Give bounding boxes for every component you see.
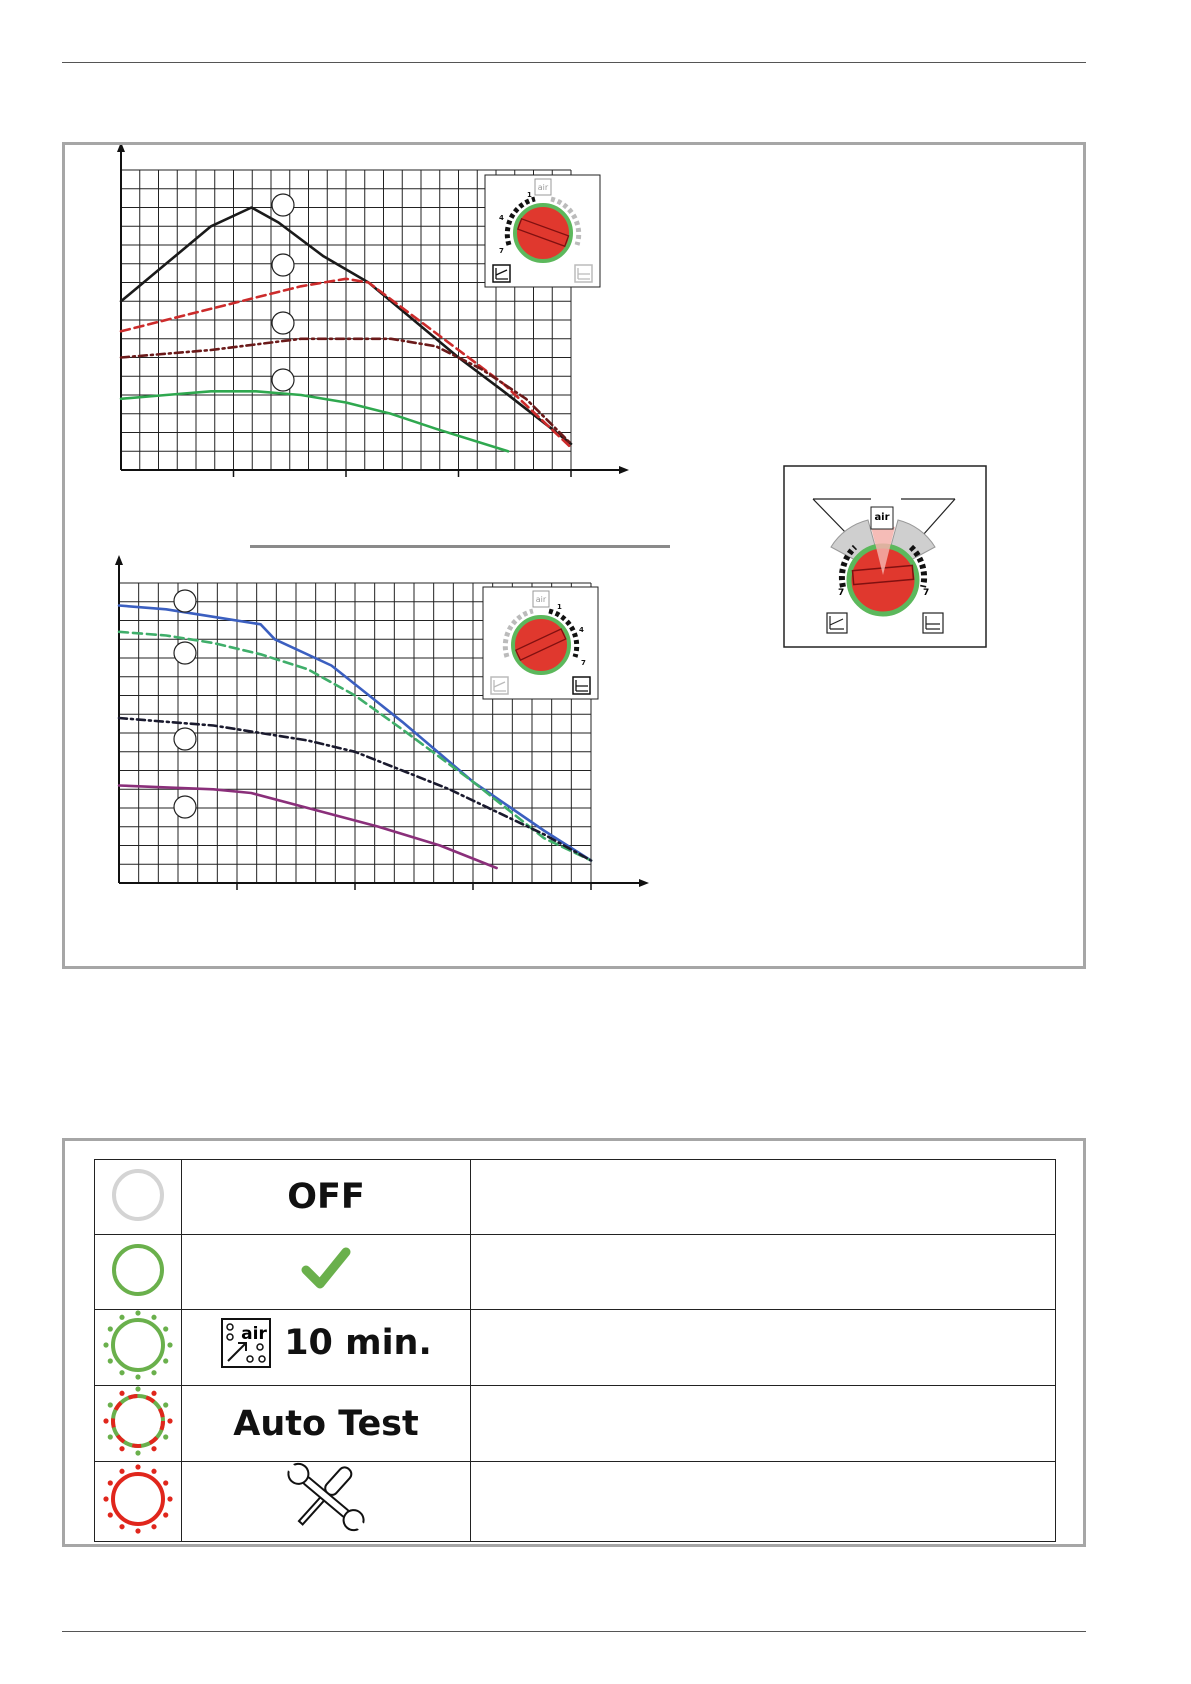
setting-marker-4 bbox=[174, 796, 196, 818]
setting-marker-2 bbox=[272, 254, 294, 276]
header-rule bbox=[62, 62, 1086, 63]
blink-dot bbox=[135, 1310, 140, 1315]
description-cell bbox=[471, 1462, 1056, 1542]
air-venting-icon bbox=[220, 1317, 272, 1369]
blink-dot bbox=[108, 1402, 113, 1407]
blink-dot bbox=[108, 1326, 113, 1331]
dial-air-text: air bbox=[535, 595, 547, 604]
series-low-line bbox=[121, 391, 508, 451]
mode-dial-inset bbox=[485, 175, 600, 287]
setting-dial-diagram bbox=[783, 465, 988, 650]
blink-dot bbox=[151, 1391, 156, 1396]
blink-dot bbox=[108, 1358, 113, 1363]
checkmark-icon bbox=[300, 1242, 352, 1294]
blink-dot bbox=[119, 1370, 124, 1375]
chart-proportional-pressure bbox=[65, 145, 765, 545]
ring-cell bbox=[95, 1235, 182, 1310]
setting-marker-2 bbox=[174, 642, 196, 664]
dial-label-7-left: 7 bbox=[838, 588, 845, 598]
tools-icon bbox=[276, 1462, 376, 1532]
description-cell bbox=[471, 1235, 1056, 1310]
mode-dial-inset bbox=[483, 587, 598, 699]
setting-marker-3 bbox=[174, 728, 196, 750]
legend-row bbox=[95, 1160, 1056, 1235]
blink-dot bbox=[151, 1315, 156, 1320]
dial-tick-1: 1 bbox=[557, 603, 562, 611]
description-cell bbox=[471, 1310, 1056, 1386]
blink-dot bbox=[151, 1469, 156, 1474]
blink-dot bbox=[135, 1450, 140, 1455]
blink-dot bbox=[103, 1418, 108, 1423]
y-axis-arrow bbox=[115, 555, 123, 565]
setting-marker-3 bbox=[272, 312, 294, 334]
setting-marker-1 bbox=[272, 194, 294, 216]
description-cell bbox=[471, 1386, 1056, 1462]
blink-dot bbox=[119, 1315, 124, 1320]
ring-cell bbox=[95, 1386, 182, 1462]
status-ok-cell bbox=[182, 1235, 471, 1310]
x-axis-arrow bbox=[639, 879, 649, 887]
y-axis-arrow bbox=[117, 145, 125, 152]
blink-dot bbox=[163, 1434, 168, 1439]
ring-green-blink-icon bbox=[103, 1310, 173, 1380]
setting-marker-4 bbox=[272, 369, 294, 391]
blink-dot bbox=[167, 1418, 172, 1423]
blink-dot bbox=[119, 1446, 124, 1451]
ring-red-green-blink-icon bbox=[103, 1386, 173, 1456]
ring-cell bbox=[95, 1160, 182, 1235]
dial-tick-4: 4 bbox=[579, 626, 584, 634]
ring-gray-icon bbox=[108, 1165, 168, 1225]
legend-row bbox=[95, 1386, 1056, 1462]
ring-red-blink-icon bbox=[103, 1464, 173, 1534]
legend-row bbox=[95, 1235, 1056, 1310]
dial-label-7-right: 7 bbox=[923, 588, 930, 598]
blink-dot bbox=[151, 1370, 156, 1375]
blink-dot bbox=[167, 1496, 172, 1501]
proportional-mode-icon bbox=[827, 613, 847, 633]
legend-row bbox=[95, 1462, 1056, 1542]
status-venting-cell bbox=[182, 1310, 471, 1386]
blink-dot bbox=[167, 1342, 172, 1347]
status-legend-table bbox=[94, 1159, 1056, 1542]
ring-green-icon bbox=[108, 1240, 168, 1300]
chart-separator bbox=[250, 545, 670, 548]
legend-row bbox=[95, 1310, 1056, 1386]
dial-tick-4: 4 bbox=[499, 214, 504, 222]
blink-dot bbox=[151, 1524, 156, 1529]
air-icon-label: air bbox=[241, 1324, 268, 1344]
constant-mode-icon bbox=[923, 613, 943, 633]
blink-dot bbox=[151, 1446, 156, 1451]
status-label-venting: 10 min. bbox=[284, 1323, 432, 1363]
blink-dot bbox=[119, 1469, 124, 1474]
blink-dot bbox=[163, 1480, 168, 1485]
blink-dot bbox=[135, 1374, 140, 1379]
dial-tick-7: 7 bbox=[499, 247, 504, 255]
description-cell bbox=[471, 1160, 1056, 1235]
dial-tick-1: 1 bbox=[527, 191, 532, 199]
figure-frame bbox=[62, 142, 1086, 969]
blink-dot bbox=[103, 1342, 108, 1347]
ring-cell bbox=[95, 1462, 182, 1542]
blink-dot bbox=[103, 1496, 108, 1501]
blink-dot bbox=[163, 1358, 168, 1363]
blink-dot bbox=[108, 1480, 113, 1485]
blink-dot bbox=[119, 1391, 124, 1396]
dial-tick-7: 7 bbox=[581, 659, 586, 667]
blink-dot bbox=[163, 1512, 168, 1517]
blink-dot bbox=[163, 1402, 168, 1407]
blink-dot bbox=[163, 1326, 168, 1331]
setting-marker-1 bbox=[174, 590, 196, 612]
status-service-cell bbox=[182, 1462, 471, 1542]
x-axis-arrow bbox=[619, 466, 629, 474]
status-label-off: OFF bbox=[182, 1160, 471, 1235]
dial-air-text: air bbox=[537, 183, 549, 192]
blink-dot bbox=[135, 1386, 140, 1391]
blink-dot bbox=[119, 1524, 124, 1529]
footer-rule bbox=[62, 1631, 1086, 1632]
status-label-autotest: Auto Test bbox=[182, 1386, 471, 1462]
ring-cell bbox=[95, 1310, 182, 1386]
blink-dot bbox=[108, 1434, 113, 1439]
blink-dot bbox=[108, 1512, 113, 1517]
blink-dot bbox=[135, 1464, 140, 1469]
chart-constant-pressure bbox=[65, 555, 765, 965]
dial-air-label: air bbox=[874, 512, 890, 523]
blink-dot bbox=[135, 1528, 140, 1533]
